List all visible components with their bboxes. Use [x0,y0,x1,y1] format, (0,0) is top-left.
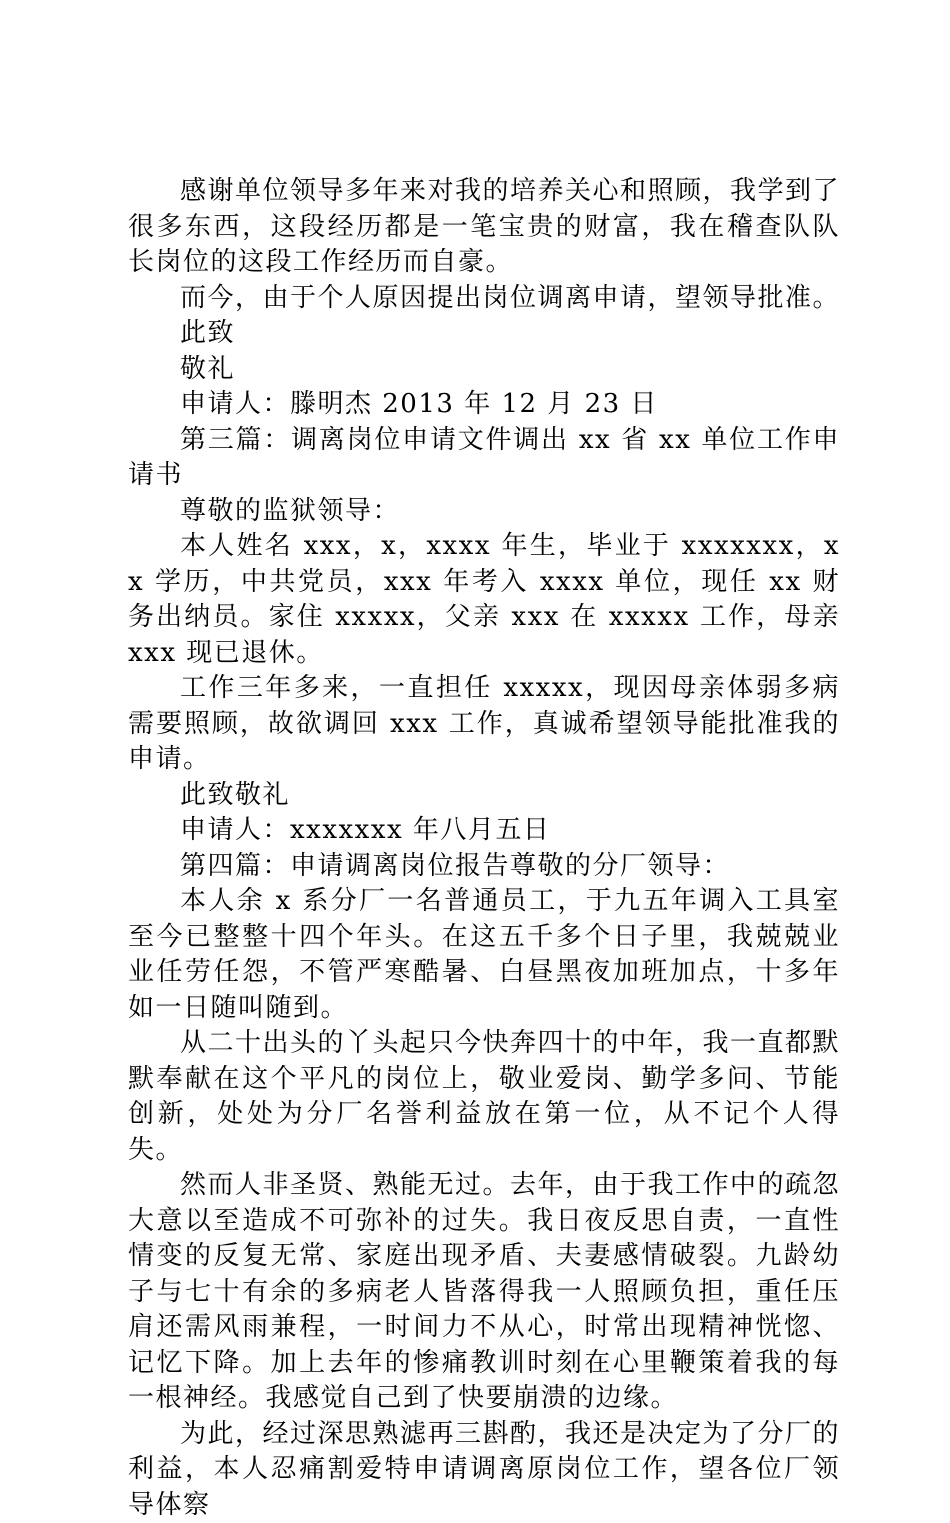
paragraph-reason: 工作三年多来，一直担任 xxxxx，现因母亲体弱多病需要照顾，故欲调回 xxx 工作，真诚希望领导能批准我的申请。 [128,671,840,778]
paragraph-personal-info: 本人姓名 xxx，x，xxxx 年生，毕业于 xxxxxxx，xx 学历，中共党员，xxx 年考入 xxxx 单位，现任 xx 财务出纳员。家住 xxxxx，父亲 xxx 在 xxxxx 工作，母亲 xxx 现已退休。 [128,529,840,671]
signature-line-2: 申请人：xxxxxxx 年八月五日 [128,813,840,849]
paragraph-employee-history: 本人余 x 系分厂一名普通员工，于九五年调入工具室至今已整整十四个年头。在这五千多个日子里，我兢兢业业任劳任怨，不管严寒酷暑、白昼黑夜加班加点，十多年如一日随叫随到。 [128,884,840,1026]
paragraph-dedication: 从二十出头的丫头起只今快奔四十的中年，我一直都默默奉献在这个平凡的岗位上，敬业爱岗、勤学多问、节能创新，处处为分厂名誉利益放在第一位，从不记个人得失。 [128,1026,840,1168]
section-heading-4: 第四篇：申请调离岗位报告尊敬的分厂领导： [128,849,840,885]
document-body [128,174,840,1523]
signature-line-1: 申请人：滕明杰 2013 年 12 月 23 日 [128,387,840,423]
paragraph-decision: 为此，经过深思熟滤再三斟酌，我还是决定为了分厂的利益，本人忍痛割爱特申请调离原岗位工作，望各位厂领导体察 [128,1417,840,1523]
paragraph-request: 而今，由于个人原因提出岗位调离申请，望领导批准。 [128,281,840,317]
salutation-prison: 尊敬的监狱领导： [128,494,840,530]
closing-cizhi-jingli: 此致敬礼 [128,778,840,814]
closing-cizhi: 此致 [128,316,840,352]
closing-jingli: 敬礼 [128,352,840,388]
paragraph-hardship: 然而人非圣贤、熟能无过。去年，由于我工作中的疏忽大意以至造成不可弥补的过失。我日夜反思自责，一直性情变的反复无常、家庭出现矛盾、夫妻感情破裂。九龄幼子与七十有余的多病老人皆落得我一人照顾负担，重任压肩还需风雨兼程，一时间力不从心，时常出现精神恍惚、记忆下降。加上去年的惨痛教训时刻在心里鞭策着我的每一根神经。我感觉自己到了快要崩溃的边缘。 [128,1168,840,1417]
section-heading-3: 第三篇：调离岗位申请文件调出 xx 省 xx 单位工作申请书 [128,423,840,494]
paragraph-gratitude: 感谢单位领导多年来对我的培养关心和照顾，我学到了很多东西，这段经历都是一笔宝贵的财富，我在稽查队队长岗位的这段工作经历而自豪。 [128,174,840,281]
